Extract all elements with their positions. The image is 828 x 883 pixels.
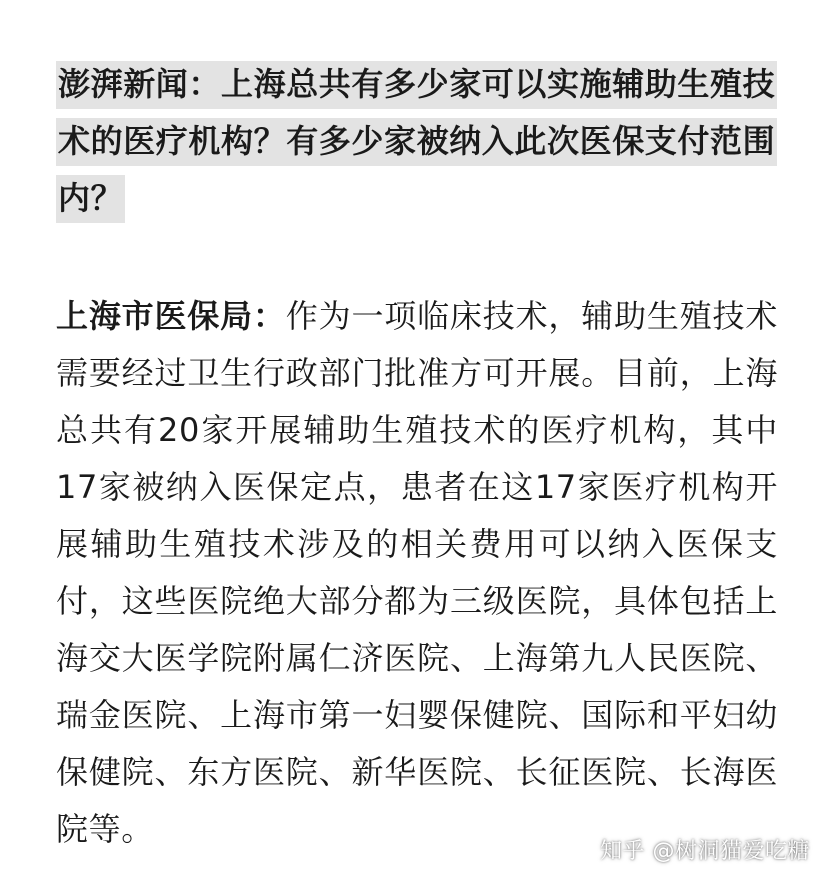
zhihu-watermark: 知乎 @树洞猫爱吃糖 — [600, 839, 810, 864]
answer-speaker: 上海市医保局： — [56, 297, 286, 335]
question-paragraph — [56, 56, 778, 227]
answer-body: 作为一项临床技术，辅助生殖技术需要经过卫生行政部门批准方可开展。目前，上海总共有20家开展辅助生殖技术的医疗机构，其中17家被纳入医保定点，患者在这17家医疗机构开展辅助生殖技术涉及的相关费用可以纳入医保支付，这些医院绝大部分都为三级医院，具体包括上海交大医学院附属仁济医院、上海第九人民医院、瑞金医院、上海市第一妇婴保健院、国际和平妇幼保健院、东方医院、新华医院、长征医院、长海医院等。 — [56, 297, 778, 848]
answer-paragraph — [56, 288, 778, 858]
question-highlight-text: 澎湃新闻：上海总共有多少家可以实施辅助生殖技术的医疗机构？有多少家被纳入此次医保支付范围内？ — [56, 61, 777, 223]
